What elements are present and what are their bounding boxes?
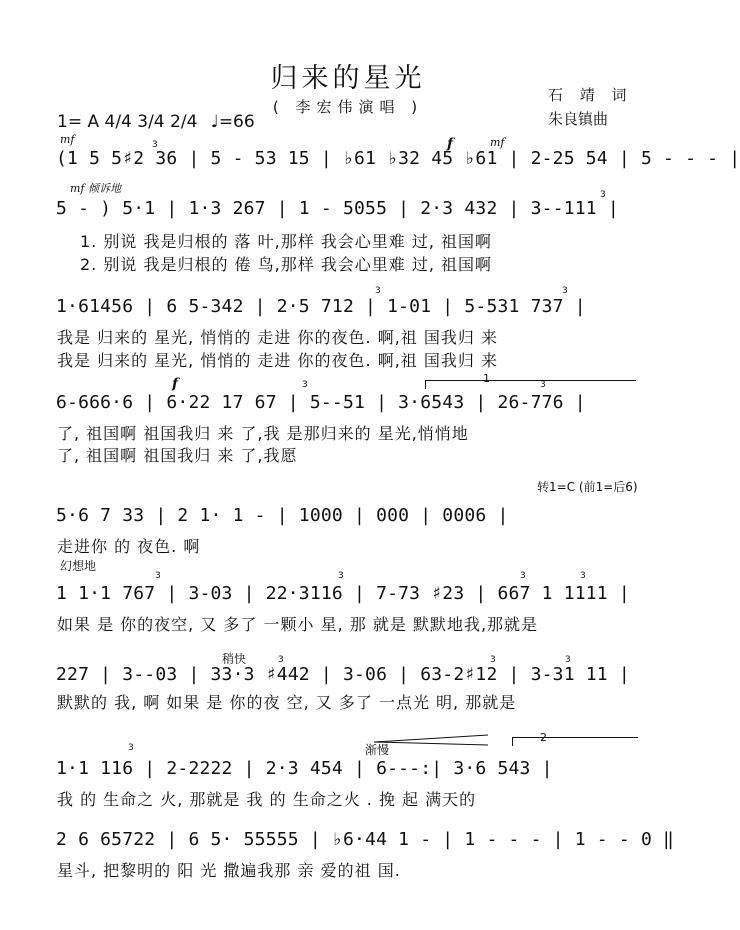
score-line-4: 6-666·6 | 6·22 17 67 | 5--51 | 3·6543 | 26-776 | [56,392,586,413]
lyricist-credit: 石 靖 词 [548,86,633,104]
score-line-2: 5 - ) 5·1 | 1·3 267 | 1 - 5055 | 2·3 432 | 3--111 | [56,198,619,219]
score-line-5: 5·6 7 33 | 2 1· 1 - | 1000 | 000 | 0006 | [56,505,509,526]
volta-number-1: 1 [483,372,490,385]
key-time-tempo [57,112,255,132]
triplet-mark: 3 [580,571,586,581]
lyrics-verse1-line2: 1. 别说 我是归根的 落 叶,那样 我会心里难 过, 祖国啊 [80,232,493,251]
volta-number-2: 2 [540,731,547,744]
tempo-marking: ♩=66 [210,112,255,132]
score-line-7: 227 | 3--03 | 33·3 ♯442 | 3-06 | 63-2♯12 | 3-31 11 | [56,664,630,685]
triplet-mark: 3 [338,571,344,581]
lyrics-line7: 默默的 我, 啊 如果 是 你的夜 空, 又 多了 一点光 明, 那就是 [57,693,517,712]
dynamic-f-2: f [172,376,179,392]
lyrics-verse2-line4: 了, 祖国啊 祖国我归 来 了,我愿 [57,446,298,465]
expression-faster: 稍快 [222,652,247,666]
expression-slower: 渐慢 [365,743,390,757]
lyrics-line8: 我 的 生命之 火, 那就是 我 的 生命之火 . 挽 起 满天的 [57,790,477,809]
lyrics-verse1-line3: 我是 归来的 星光, 悄悄的 走进 你的夜色. 啊,祖 国我归 来 [57,328,498,347]
dynamic-mf-tender: mf 倾诉地 [70,182,121,195]
score-line-6: 1 1·1 767 | 3-03 | 22·3116 | 7-73 ♯23 | 667 1 1111 | [56,583,630,604]
score-line-1: (1 5 5♯2 36 | 5 - 53 15 | ♭61 ♭32 45 ♭61 | 2-25 54 | 5 - - - | [56,148,740,169]
triplet-mark: 3 [128,743,134,753]
lyrics-verse2-line3: 我是 归来的 星光, 悄悄的 走进 你的夜色. 啊,祖 国我归 来 [57,351,498,370]
score-line-3: 1·61456 | 6 5-342 | 2·5 712 | 1-01 | 5-531 737 | [56,296,586,317]
score-line-9: 2 6 65722 | 6 5· 55555 | ♭6·44 1 - | 1 - - - | 1 - - 0 ‖ [56,829,675,850]
triplet-mark: 3 [520,571,526,581]
triplet-mark: 3 [278,655,284,665]
volta-bracket-2 [512,737,638,746]
triplet-mark: 3 [152,140,158,150]
triplet-mark: 3 [600,190,606,200]
song-title: 归来的星光 [270,63,426,94]
triplet-mark: 3 [155,571,161,581]
dynamic-f-1: f [447,136,454,152]
expression-fantasy: 幻想地 [60,559,97,573]
key-signature: 1= A 4/4 3/4 2/4 [57,112,198,132]
score-line-8: 1·1 116 | 2-2222 | 2·3 454 | 6---:| 3·6 543 | [56,758,553,779]
dynamic-mf-2: mf [490,136,505,149]
dynamic-mf-intro: mf [60,133,75,146]
triplet-mark: 3 [565,655,571,665]
triplet-mark: 3 [375,286,381,296]
triplet-mark: 3 [302,380,308,390]
lyrics-line9: 星斗, 把黎明的 阳 光 撒遍我那 亲 爱的祖 国. [57,861,401,880]
performer-credit: ( 李宏伟演唱 ) [272,98,424,116]
lyrics-verse1-line4: 了, 祖国啊 祖国我归 来 了,我 是那归来的 星光,悄悄地 [57,424,469,443]
lyrics-line5: 走进你 的 夜色. 啊 [57,537,201,556]
modulation-note: 转1=C (前1=后6) [537,480,638,494]
composer-credit: 朱良镇曲 [548,110,609,128]
triplet-mark: 3 [490,655,496,665]
volta-bracket-1 [425,380,636,389]
lyrics-line6: 如果 是 你的夜空, 又 多了 一颗小 星, 那 就是 默默地我,那就是 [57,615,539,634]
diminuendo-hairpin [372,733,490,747]
triplet-mark: 3 [540,380,546,390]
triplet-mark: 3 [562,286,568,296]
lyrics-verse2-line2: 2. 别说 我是归根的 倦 鸟,那样 我会心里难 过, 祖国啊 [80,255,493,274]
